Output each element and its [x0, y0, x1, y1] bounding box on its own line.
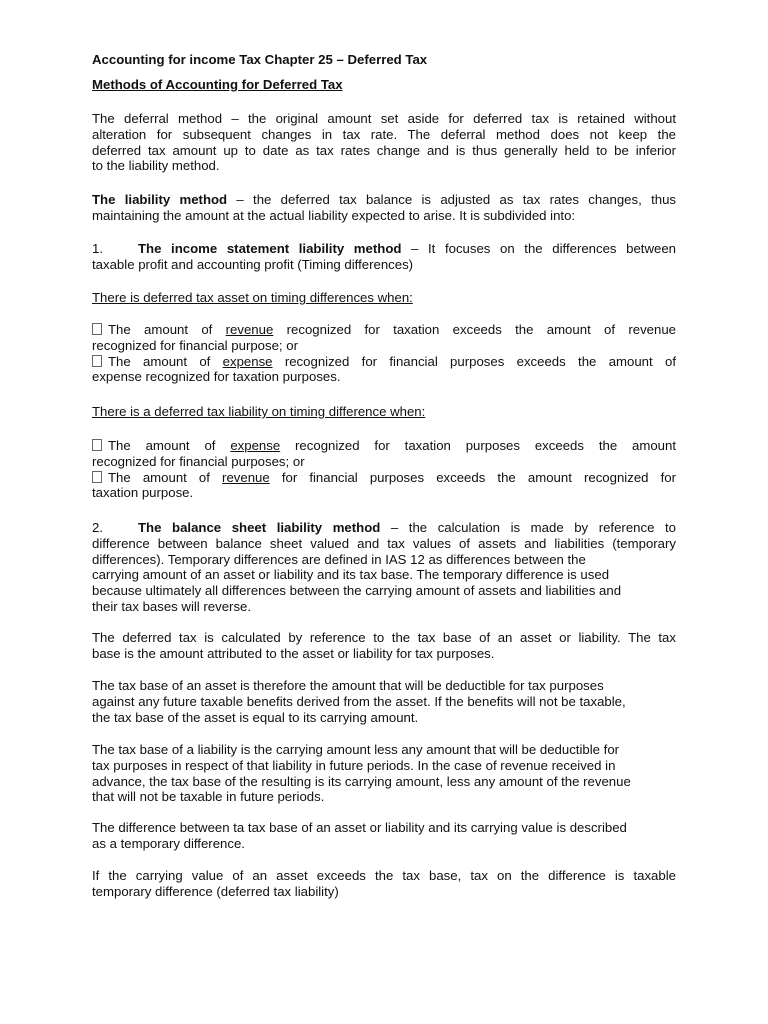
text-span: expense	[230, 438, 281, 453]
paragraph-liability-tax-base	[92, 742, 676, 805]
list-item	[92, 438, 676, 454]
text-line: carrying amount of an asset or liability and its tax base. The temporary difference is used	[92, 567, 610, 583]
text-line: expense recognized for taxation purposes.	[92, 369, 341, 385]
list-item	[92, 354, 676, 370]
text-span: revenue	[222, 469, 270, 485]
text-line: as a temporary difference.	[92, 835, 245, 851]
bullet-icon	[92, 355, 102, 367]
text-span: expense	[222, 353, 273, 369]
text-line: their tax bases will reverse.	[92, 598, 252, 614]
text-span: for financial purposes exceeds the amount recognized for	[269, 469, 676, 485]
text-span: recognized for taxation exceeds the amount of revenue	[273, 322, 677, 337]
text-span: revenue	[225, 322, 274, 337]
text-span: – the calculation is made by reference to	[380, 520, 676, 535]
text-line: If the carrying value of an asset exceeds the tax base, tax on the difference is taxable	[92, 868, 676, 883]
text-line: the tax base of the asset is equal to its carrying amount.	[92, 709, 419, 725]
text-line: alteration for subsequent changes in tax rate. The deferral method does not keep the	[92, 126, 676, 142]
asset-conditions-heading: There is deferred tax asset on timing differences when:	[92, 290, 413, 305]
method-term: The balance sheet liability method	[138, 520, 381, 535]
text-span: – the deferred tax balance is adjusted as tax rates changes, thus	[227, 192, 676, 207]
text-line	[92, 520, 676, 536]
text-line: tax purposes in respect of that liability in future periods. In the case of revenue received in	[92, 757, 616, 773]
paragraph-liability-method	[92, 192, 676, 224]
text-line: because ultimately all differences between the carrying amount of assets and liabilities and	[92, 583, 622, 599]
document-title: Accounting for income Tax Chapter 25 – Deferred Tax	[92, 52, 428, 67]
text-span: The amount of	[108, 438, 231, 453]
text-line: differences). Temporary differences are defined in IAS 12 as differences between the	[92, 551, 586, 567]
text-line: recognized for financial purposes; or	[92, 453, 305, 469]
text-line: against any future taxable benefits derived from the asset. If the benefits will not be taxable,	[92, 693, 626, 709]
paragraph-tax-base	[92, 630, 676, 662]
list-item-balance-sheet-method	[92, 520, 676, 615]
text-line: taxation purpose.	[92, 485, 194, 501]
text-span: – It focuses on the differences between	[401, 241, 676, 256]
text-span: The amount of	[108, 322, 226, 337]
text-line: The tax base of an asset is therefore the amount that will be deductible for tax purposes	[92, 678, 604, 693]
section-heading: Methods of Accounting for Deferred Tax	[92, 77, 343, 92]
text-line: temporary difference (deferred tax liability)	[92, 883, 339, 899]
bullet-icon	[92, 439, 102, 451]
list-item-income-statement-method	[92, 241, 676, 273]
liability-conditions-list	[92, 438, 676, 501]
text-line: maintaining the amount at the actual liability expected to arise. It is subdivided into:	[92, 207, 576, 223]
text-line: The difference between ta tax base of an asset or liability and its carrying value is described	[92, 820, 627, 835]
method-term: The income statement liability method	[138, 241, 402, 256]
text-line: difference between balance sheet valued and tax values of assets and liabilities (temporary	[92, 535, 676, 551]
text-line	[92, 241, 676, 257]
paragraph-deferral-method	[92, 111, 676, 174]
paragraph-taxable-difference	[92, 868, 676, 900]
text-span: recognized for financial purposes exceeds the amount of	[272, 353, 676, 369]
list-item	[92, 322, 676, 338]
bullet-icon	[92, 471, 102, 483]
text-line: to the liability method.	[92, 158, 220, 174]
text-line: The tax base of a liability is the carrying amount less any amount that will be deductible for	[92, 742, 620, 757]
asset-conditions-list	[92, 322, 676, 385]
text-line: advance, the tax base of the resulting is its carrying amount, less any amount of the revenue	[92, 773, 631, 789]
list-number: 2.	[92, 520, 103, 535]
text-line: deferred tax amount up to date as tax rates change and is thus generally held to be inferior	[92, 142, 676, 158]
text-line: The deferral method – the original amount set aside for deferred tax is retained without	[92, 111, 676, 126]
text-span: The amount of	[108, 353, 223, 369]
liability-conditions-heading: There is a deferred tax liability on timing difference when:	[92, 404, 426, 419]
text-line: that will not be taxable in future periods.	[92, 789, 325, 805]
text-span: The amount of	[108, 469, 223, 485]
text-line	[92, 192, 676, 208]
text-span: recognized for taxation purposes exceeds the amount	[280, 438, 676, 453]
liability-method-term: The liability method	[92, 192, 228, 207]
list-item	[92, 470, 676, 486]
text-line: recognized for financial purpose; or	[92, 337, 298, 353]
bullet-icon	[92, 323, 102, 335]
paragraph-asset-tax-base	[92, 678, 676, 725]
text-line: base is the amount attributed to the asset or liability for tax purposes.	[92, 645, 495, 661]
text-line: The deferred tax is calculated by reference to the tax base of an asset or liability. The tax	[92, 630, 676, 645]
list-number: 1.	[92, 241, 103, 256]
text-line: taxable profit and accounting profit (Timing differences)	[92, 256, 414, 272]
paragraph-temporary-difference	[92, 820, 676, 852]
